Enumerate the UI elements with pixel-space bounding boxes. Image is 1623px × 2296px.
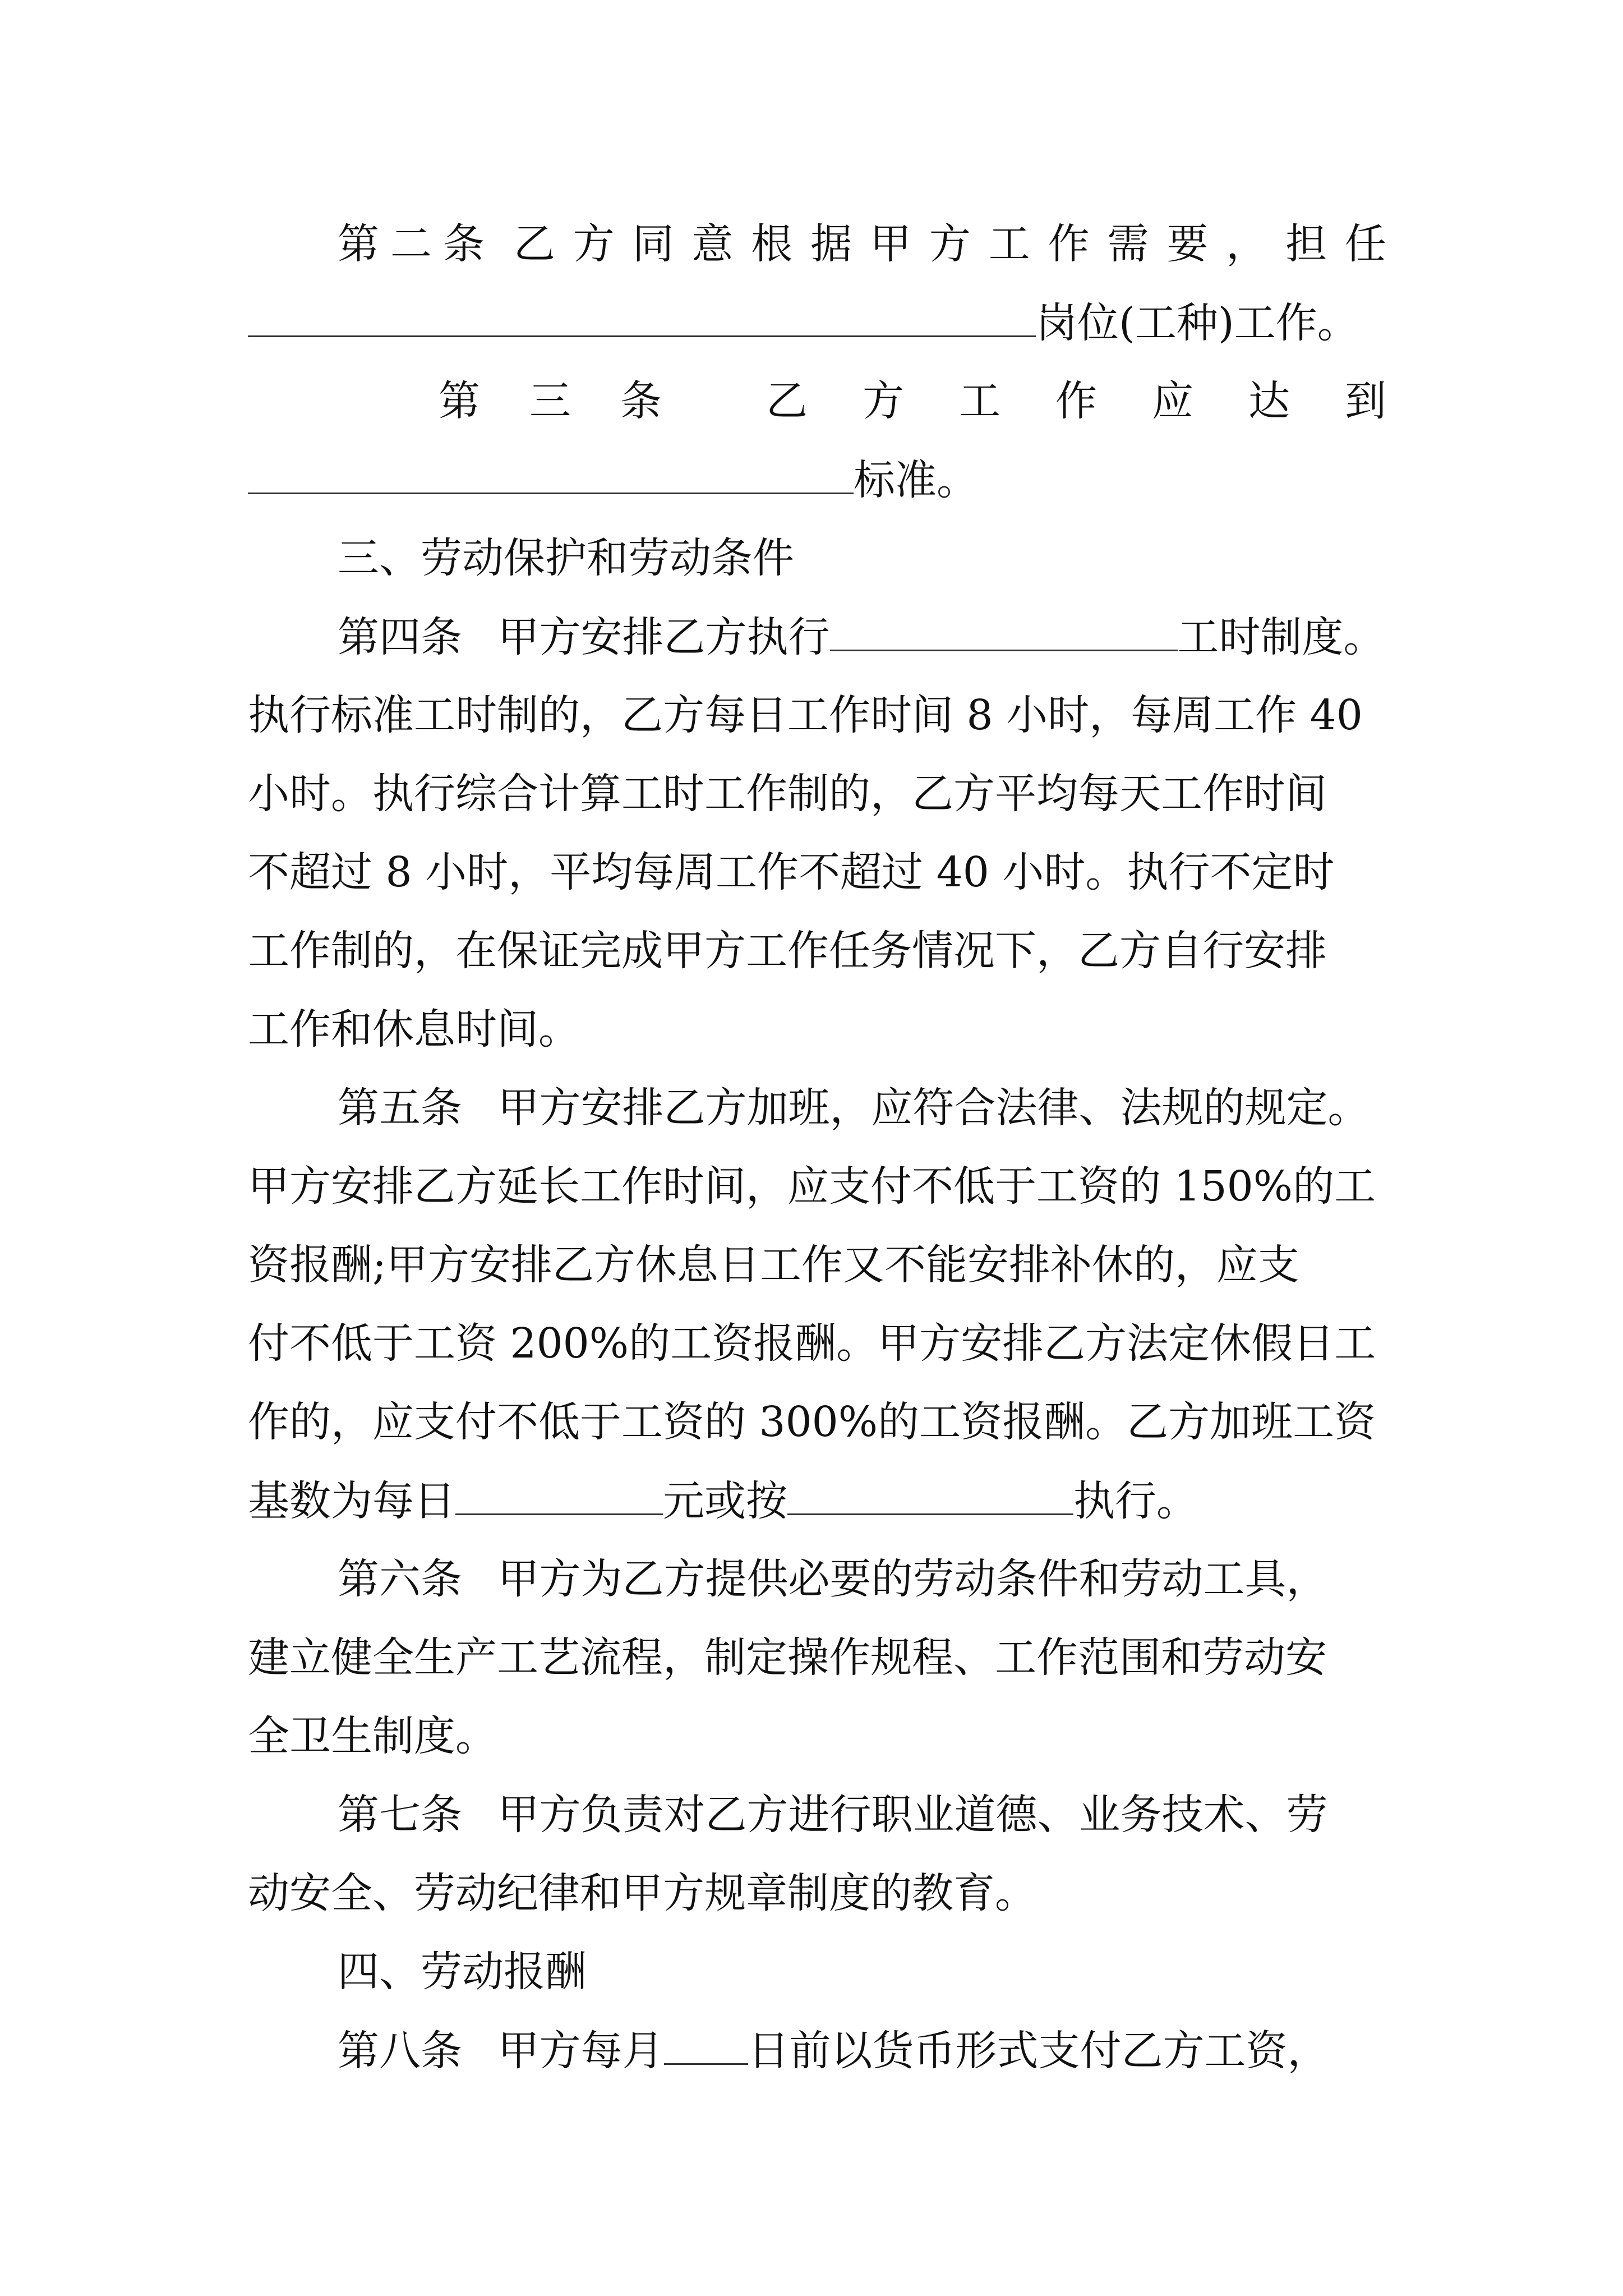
article-2-char: 要 <box>1166 220 1209 268</box>
article-8-lead: 甲方每月 <box>497 2027 664 2075</box>
article-3-char: 达 <box>1248 377 1290 425</box>
fill-in-blank-daily-base[interactable] <box>455 1480 663 1515</box>
article-7-line: 动安全、劳动纪律和甲方规章制度的教育。 <box>248 1869 1036 1917</box>
article-4-after-blank: 工时制度。 <box>1177 613 1385 661</box>
article-2-char: 同 <box>632 220 674 268</box>
article-2-char: 甲 <box>870 220 912 268</box>
article-6-label: 第六条 <box>338 1555 462 1603</box>
fill-in-blank-position[interactable] <box>248 302 1036 337</box>
article-2-char: ， <box>1226 220 1268 268</box>
article-3-char: 应 <box>1152 377 1193 425</box>
article-4-line: 工作和休息时间。 <box>248 1005 580 1053</box>
fill-in-blank-pay-day[interactable] <box>664 2030 748 2065</box>
article-2-char: 乙 <box>513 220 555 268</box>
fill-in-blank-overtime-basis[interactable] <box>787 1480 1073 1515</box>
article-2-char: 需 <box>1107 220 1149 268</box>
article-7-first: 甲方负责对乙方进行职业道德、业务技术、劳 <box>497 1791 1328 1839</box>
article-5-line: 甲方安排乙方延长工作时间，应支付不低于工资的 150%的工 <box>248 1162 1376 1211</box>
article-2-char: 据 <box>810 220 852 268</box>
article-2-line-2 <box>248 299 1386 347</box>
article-5-line: 资报酬;甲方安排乙方休息日工作又不能安排补休的，应支 <box>248 1241 1299 1289</box>
article-4-line: 小时。执行综合计算工时工作制的，乙方平均每天工作时间 <box>248 770 1327 818</box>
article-4-line: 工作制的，在保证完成甲方工作任务情况下，乙方自行安排 <box>248 927 1327 975</box>
article-4-line: 不超过 8 小时，平均每周工作不超过 40 小时。执行不定时 <box>248 848 1335 896</box>
article-5-label: 第五条 <box>338 1084 462 1132</box>
article-5-line-1 <box>338 1084 1386 1132</box>
article-3-label: 第三条 <box>439 377 711 425</box>
article-5-line: 作的，应支付不低于工资的 300%的工资报酬。乙方加班工资 <box>248 1398 1376 1446</box>
article-2-char: 担 <box>1285 220 1327 268</box>
article-4-line-1 <box>338 613 1386 661</box>
article-4-line: 执行标准工时制的，乙方每日工作时间 8 小时，每周工作 40 <box>248 691 1363 739</box>
article-2-char: 意 <box>691 220 734 268</box>
article-3-line-2 <box>248 456 1386 504</box>
article-8-after-blank: 日前以货币形式支付乙方工资， <box>748 2027 1329 2075</box>
article-3-char: 方 <box>863 377 904 425</box>
article-7-label: 第七条 <box>338 1791 462 1839</box>
article-6-first: 甲方为乙方提供必要的劳动条件和劳动工具， <box>497 1555 1328 1603</box>
article-2-char: 任 <box>1344 220 1386 268</box>
section-3-heading: 三、劳动保护和劳动条件 <box>338 534 794 582</box>
article-3-tail: 标准。 <box>854 456 978 504</box>
article-2-tail: 岗位(工种)工作。 <box>1036 299 1359 347</box>
article-4-lead: 甲方安排乙方执行 <box>497 613 830 661</box>
article-3-char: 工 <box>959 377 1000 425</box>
article-5-line: 付不低于工资 200%的工资报酬。甲方安排乙方法定休假日工 <box>248 1319 1376 1368</box>
article-3-line-1 <box>439 377 1386 425</box>
section-4-heading: 四、劳动报酬 <box>338 1948 587 1996</box>
article-8-line-1 <box>338 2027 1386 2075</box>
article-2-label: 第二条 <box>338 220 496 268</box>
article-5-last-b: 元或按 <box>663 1477 787 1525</box>
article-5-last-a: 基数为每日 <box>248 1477 455 1525</box>
article-7-line-1 <box>338 1791 1386 1839</box>
article-2-line-1 <box>338 220 1386 268</box>
article-4-label: 第四条 <box>338 613 462 661</box>
article-2-char: 方 <box>573 220 615 268</box>
article-6-line: 全卫生制度。 <box>248 1712 497 1760</box>
article-6-line-1 <box>338 1555 1386 1603</box>
article-5-last-c: 执行。 <box>1073 1477 1198 1525</box>
article-3-char: 作 <box>1055 377 1097 425</box>
article-3-char: 到 <box>1345 377 1386 425</box>
article-2-char: 作 <box>1048 220 1090 268</box>
article-2-char: 根 <box>751 220 793 268</box>
fill-in-blank-standard[interactable] <box>248 459 854 494</box>
fill-in-blank-working-hours[interactable] <box>830 616 1178 651</box>
article-3-char: 乙 <box>766 377 808 425</box>
article-5-first: 甲方安排乙方加班，应符合法律、法规的规定。 <box>497 1084 1370 1132</box>
article-5-last-line <box>248 1477 1386 1525</box>
article-8-label: 第八条 <box>338 2027 462 2075</box>
article-2-char: 工 <box>988 220 1030 268</box>
article-2-char: 方 <box>929 220 971 268</box>
article-6-line: 建立健全生产工艺流程，制定操作规程、工作范围和劳动安 <box>248 1634 1327 1682</box>
